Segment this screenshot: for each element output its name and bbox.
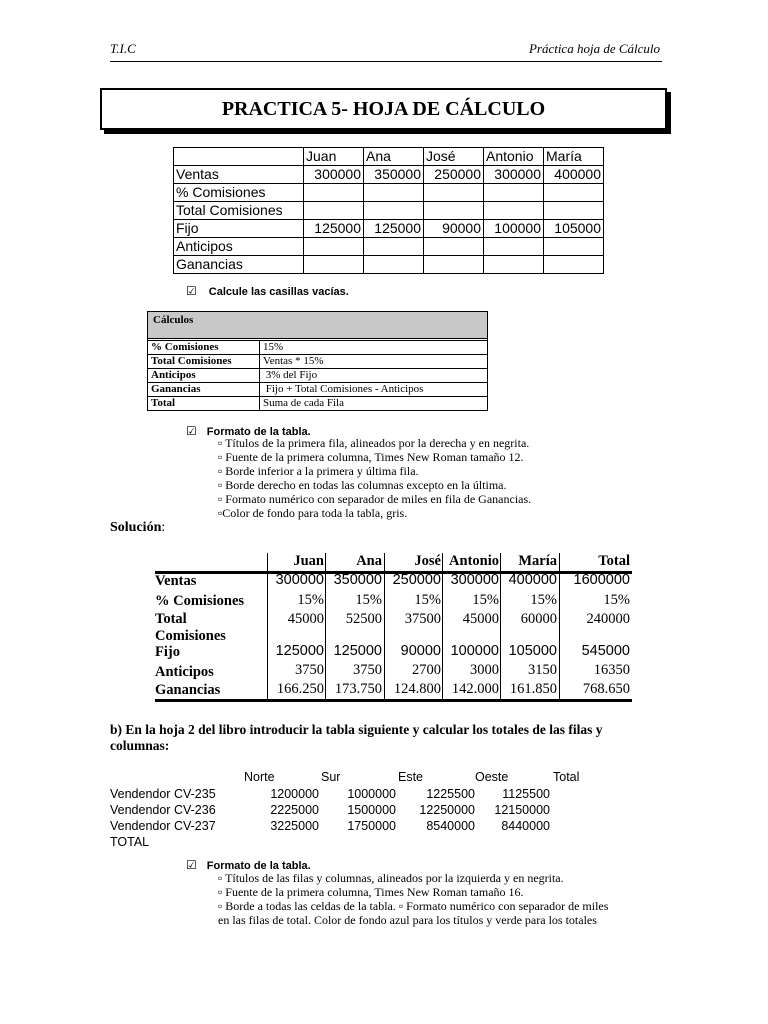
column-header: Juan — [293, 553, 324, 569]
column-header: Ana — [364, 148, 424, 166]
calc-value: Fijo + Total Comisiones - Anticipos — [263, 383, 424, 395]
column-header: José — [424, 148, 484, 166]
bullet-icon: ▫ — [218, 899, 223, 913]
column-header: Sur — [321, 770, 341, 784]
cell: 15% — [603, 592, 630, 608]
cell: 52500 — [345, 611, 382, 627]
cell: 173.750 — [334, 681, 382, 697]
cell — [544, 202, 604, 220]
format-2-list — [218, 871, 608, 927]
table-row — [148, 382, 487, 396]
cell: 8440000 — [501, 819, 550, 833]
cell: 15% — [355, 592, 382, 608]
cell — [364, 184, 424, 202]
row-label: TOTAL — [110, 835, 150, 849]
column-header: María — [544, 148, 604, 166]
cell: 125000 — [304, 220, 364, 238]
cell: 250000 — [424, 166, 484, 184]
cell: 15% — [414, 592, 441, 608]
cell — [364, 256, 424, 274]
table-row — [174, 184, 604, 202]
page-title: PRACTICA 5- HOJA DE CÁLCULO — [100, 88, 667, 130]
bullet-icon: ▫ — [218, 464, 223, 478]
row-label: Vendendor CV-236 — [110, 803, 216, 817]
sales-table — [110, 770, 630, 854]
list-item: ▫ Borde derecho en todas las columnas excepto en la última. — [218, 478, 507, 492]
cell — [544, 256, 604, 274]
list-item: ▫ Títulos de la primera fila, alineados por la derecha y en negrita. — [218, 436, 530, 450]
calc-key: Total Comisiones — [148, 355, 260, 368]
table-header-row — [174, 148, 604, 166]
row-label: Ganancias — [174, 256, 304, 274]
cell: 300000 — [484, 166, 544, 184]
column-header: Norte — [244, 770, 275, 784]
cell — [484, 202, 544, 220]
bottom-rule — [155, 699, 632, 702]
bullet-icon: ▫ — [218, 871, 223, 885]
cell: 300000 — [304, 166, 364, 184]
cell: 1500000 — [347, 803, 396, 817]
cell — [304, 256, 364, 274]
cell: 125000 — [364, 220, 424, 238]
calculos-title: Cálculos — [148, 312, 487, 339]
format-title: Formato de la tabla. — [206, 860, 311, 872]
table-row — [148, 354, 487, 368]
row-label: Ventas — [174, 166, 304, 184]
cell: 100000 — [450, 643, 499, 659]
cell — [304, 202, 364, 220]
cell: 15% — [297, 592, 324, 608]
cell — [364, 202, 424, 220]
column-header: Total — [553, 770, 580, 784]
column-header: Este — [398, 770, 424, 784]
calc-key: % Comisiones — [148, 341, 260, 354]
calc-key: Ganancias — [148, 383, 260, 396]
table-row — [174, 256, 604, 274]
cell: 400000 — [544, 166, 604, 184]
bullet-icon: ▫ — [218, 885, 223, 899]
cell: 300000 — [450, 572, 499, 588]
cell: 1200000 — [270, 787, 319, 801]
column-header: Ana — [356, 553, 382, 569]
column-header: Antonio — [449, 553, 499, 569]
cell — [484, 184, 544, 202]
checkbox-checked-icon: ☑ — [186, 284, 197, 298]
cell — [424, 184, 484, 202]
table-row — [174, 220, 604, 238]
cell: 15% — [472, 592, 499, 608]
row-label: Vendendor CV-235 — [110, 787, 216, 801]
cell: 3750 — [353, 662, 382, 678]
cell: 350000 — [333, 572, 382, 588]
row-label: Fijo — [174, 220, 304, 238]
instruction-text: Calcule las casillas vacías. — [208, 286, 349, 298]
cell: 105000 — [544, 220, 604, 238]
cell: 3150 — [528, 662, 557, 678]
solution-label: Solución: — [110, 520, 166, 535]
cell: 1125500 — [502, 787, 550, 801]
cell: 125000 — [333, 643, 382, 659]
cell: 105000 — [508, 643, 557, 659]
cell: 250000 — [392, 572, 441, 588]
calc-value: 3% del Fijo — [263, 369, 318, 381]
row-label: Anticipos — [155, 664, 214, 680]
calc-value: 15% — [263, 341, 284, 353]
table-row — [148, 396, 487, 410]
calc-key: Total — [148, 397, 260, 410]
list-item: ▫ Formato numérico con separador de miles en fila de Ganancias. — [218, 492, 532, 506]
cell — [484, 256, 544, 274]
cell: 12250000 — [419, 803, 475, 817]
column-header: José — [414, 553, 441, 569]
part-b-heading: b) En la hoja 2 del libro introducir la tabla siguiente y calcular los totales de las filas y columnas: — [110, 722, 603, 753]
cell: 124.800 — [393, 681, 441, 697]
bullet-icon: ▫ — [218, 450, 223, 464]
checkbox-checked-icon: ☑ — [186, 858, 197, 872]
calculos-table — [147, 311, 488, 411]
calc-key: Anticipos — [148, 369, 260, 382]
cell — [424, 256, 484, 274]
solution-table — [155, 553, 635, 713]
exercise-table — [173, 147, 604, 274]
row-label: Fijo — [155, 644, 180, 660]
bullet-icon: ▫ — [218, 436, 223, 450]
cell: 125000 — [275, 643, 324, 659]
row-label: % Comisiones — [174, 184, 304, 202]
cell: 400000 — [508, 572, 557, 588]
calc-value: Ventas * 15% — [263, 355, 324, 367]
list-item: ▫ Borde inferior a la primera y última fila. — [218, 464, 419, 478]
cell: 15% — [530, 592, 557, 608]
column-header: María — [518, 553, 557, 569]
cell: 90000 — [424, 220, 484, 238]
row-label: Anticipos — [174, 238, 304, 256]
cell: 161.850 — [509, 681, 557, 697]
column-header: Total — [598, 553, 630, 569]
header-left: T.I.C — [110, 41, 136, 56]
bullet-icon: ▫ — [218, 506, 223, 520]
cell: 1225500 — [426, 787, 475, 801]
list-item: ▫Color de fondo para toda la tabla, gris. — [218, 506, 408, 520]
cell: 37500 — [404, 611, 441, 627]
header-right: Práctica hoja de Cálculo — [528, 41, 660, 56]
row-label: % Comisiones — [155, 593, 245, 609]
cell — [544, 184, 604, 202]
cell — [484, 238, 544, 256]
list-item: ▫ Fuente de la primera columna, Times New Roman tamaño 16. — [218, 885, 524, 899]
cell — [364, 238, 424, 256]
cell — [424, 238, 484, 256]
column-header: Juan — [304, 148, 364, 166]
list-item: ▫ Borde a todas las celdas de la tabla. ▫ Formato numérico con separador de miles — [218, 899, 609, 913]
cell: 768.650 — [582, 681, 630, 697]
cell: 90000 — [400, 643, 441, 659]
column-header: Antonio — [484, 148, 544, 166]
table-row — [174, 166, 604, 184]
format-1-list — [218, 436, 531, 520]
cell: 8540000 — [426, 819, 475, 833]
cell — [304, 238, 364, 256]
bullet-icon: ▫ — [218, 492, 223, 506]
cell: 3750 — [295, 662, 324, 678]
cell: 16350 — [593, 662, 630, 678]
cell: 545000 — [581, 643, 630, 659]
cell: 2700 — [412, 662, 441, 678]
bullet-icon: ▫ — [218, 478, 223, 492]
cell: 45000 — [287, 611, 324, 627]
list-item-continuation: en las filas de total. Color de fondo azul para los títulos y verde para los totales — [218, 913, 597, 927]
row-label: Ventas — [155, 573, 197, 589]
cell: 300000 — [275, 572, 324, 588]
row-label: Comisiones — [155, 628, 226, 644]
list-item: ▫ Fuente de la primera columna, Times New Roman tamaño 12. — [218, 450, 524, 464]
cell: 12150000 — [494, 803, 550, 817]
table-row — [148, 368, 487, 382]
row-label: Vendendor CV-237 — [110, 819, 216, 833]
cell — [304, 184, 364, 202]
cell: 166.250 — [276, 681, 324, 697]
cell: 1600000 — [573, 572, 630, 588]
cell: 60000 — [520, 611, 557, 627]
table-row — [174, 202, 604, 220]
checkbox-checked-icon: ☑ — [186, 424, 197, 438]
cell: 240000 — [586, 611, 630, 627]
instruction-1 — [186, 282, 349, 300]
row-label: Total Comisiones — [174, 202, 304, 220]
calc-value: Suma de cada Fila — [263, 397, 344, 409]
cell: 350000 — [364, 166, 424, 184]
list-item: ▫ Títulos de las filas y columnas, alineados por la izquierda y en negrita. — [218, 871, 564, 885]
bullet-icon: ▫ — [398, 899, 404, 913]
cell — [424, 202, 484, 220]
cell: 1750000 — [347, 819, 396, 833]
row-label: Total — [155, 611, 187, 627]
cell: 2225000 — [270, 803, 319, 817]
cell: 100000 — [484, 220, 544, 238]
row-label: Ganancias — [155, 682, 221, 698]
cell — [544, 238, 604, 256]
cell: 3225000 — [270, 819, 319, 833]
table-row — [148, 340, 487, 354]
table-row — [174, 238, 604, 256]
cell: 3000 — [470, 662, 499, 678]
header-rule — [110, 61, 662, 62]
cell: 45000 — [462, 611, 499, 627]
format-title: Formato de la tabla. — [206, 426, 311, 438]
cell: 142.000 — [451, 681, 499, 697]
column-header: Oeste — [475, 770, 509, 784]
cell: 1000000 — [347, 787, 396, 801]
